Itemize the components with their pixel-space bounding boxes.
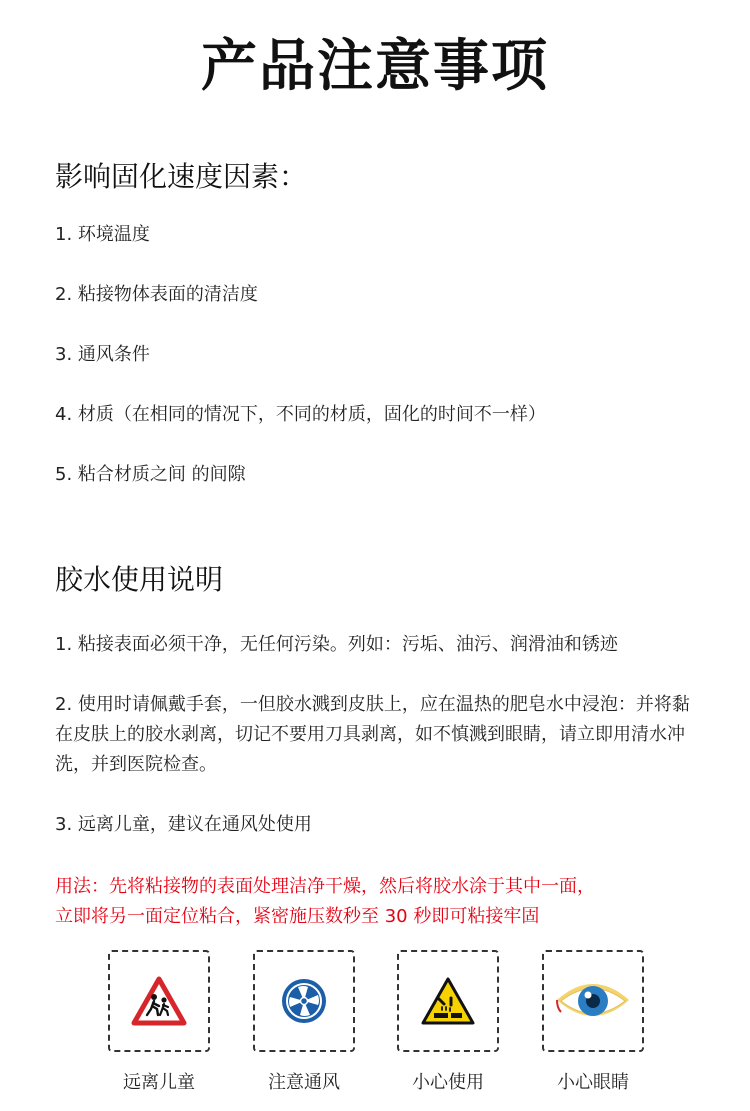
factor-item: 1. 环境温度 bbox=[55, 224, 150, 245]
page-title: 产品注意事项 bbox=[201, 34, 549, 99]
icon-box-children bbox=[108, 950, 210, 1052]
children-warning-icon bbox=[131, 976, 187, 1026]
factor-item: 3. 通风条件 bbox=[55, 344, 150, 365]
factor-item: 4. 材质（在相同的情况下，不同的材质，固化的时间不一样） bbox=[55, 404, 546, 425]
icon-box-eye bbox=[542, 950, 644, 1052]
icon-box-ventilation bbox=[253, 950, 355, 1052]
factor-item: 2. 粘接物体表面的清洁度 bbox=[55, 284, 258, 305]
factor-item: 5. 粘合材质之间 的间隙 bbox=[55, 464, 246, 485]
instruction-item: 1. 粘接表面必须干净，无任何污染。列如：污垢、油污、润滑油和锈迹 bbox=[55, 634, 618, 655]
factors-heading: 影响固化速度因素： bbox=[55, 160, 308, 193]
icon-label: 远离儿童 bbox=[123, 1072, 195, 1093]
corrosive-warning-icon bbox=[420, 976, 476, 1026]
usage-note bbox=[55, 872, 715, 932]
icon-box-corrosive bbox=[397, 950, 499, 1052]
eye-icon bbox=[551, 974, 635, 1028]
instructions-heading: 胶水使用说明 bbox=[55, 563, 224, 596]
icon-label: 小心使用 bbox=[412, 1072, 484, 1093]
instruction-item: 2. 使用时请佩戴手套，一但胶水溅到皮肤上，应在温热的肥皂水中浸泡：并将黏在皮肤上的胶水剥离，切记不要用刀具剥离，如不慎溅到眼睛，请立即用清水冲洗，并到医院检查。 bbox=[55, 694, 690, 775]
usage-line-1: 用法：先将粘接物的表面处理洁净干燥，然后将胶水涂于其中一面， bbox=[55, 876, 595, 897]
instruction-item: 3. 远离儿童，建议在通风处使用 bbox=[55, 814, 312, 835]
ventilation-fan-icon bbox=[280, 977, 328, 1025]
usage-line-2: 立即将另一面定位粘合，紧密施压数秒至 30 秒即可粘接牢固 bbox=[55, 906, 540, 927]
icon-label: 小心眼睛 bbox=[557, 1072, 629, 1093]
icon-label: 注意通风 bbox=[268, 1072, 340, 1093]
